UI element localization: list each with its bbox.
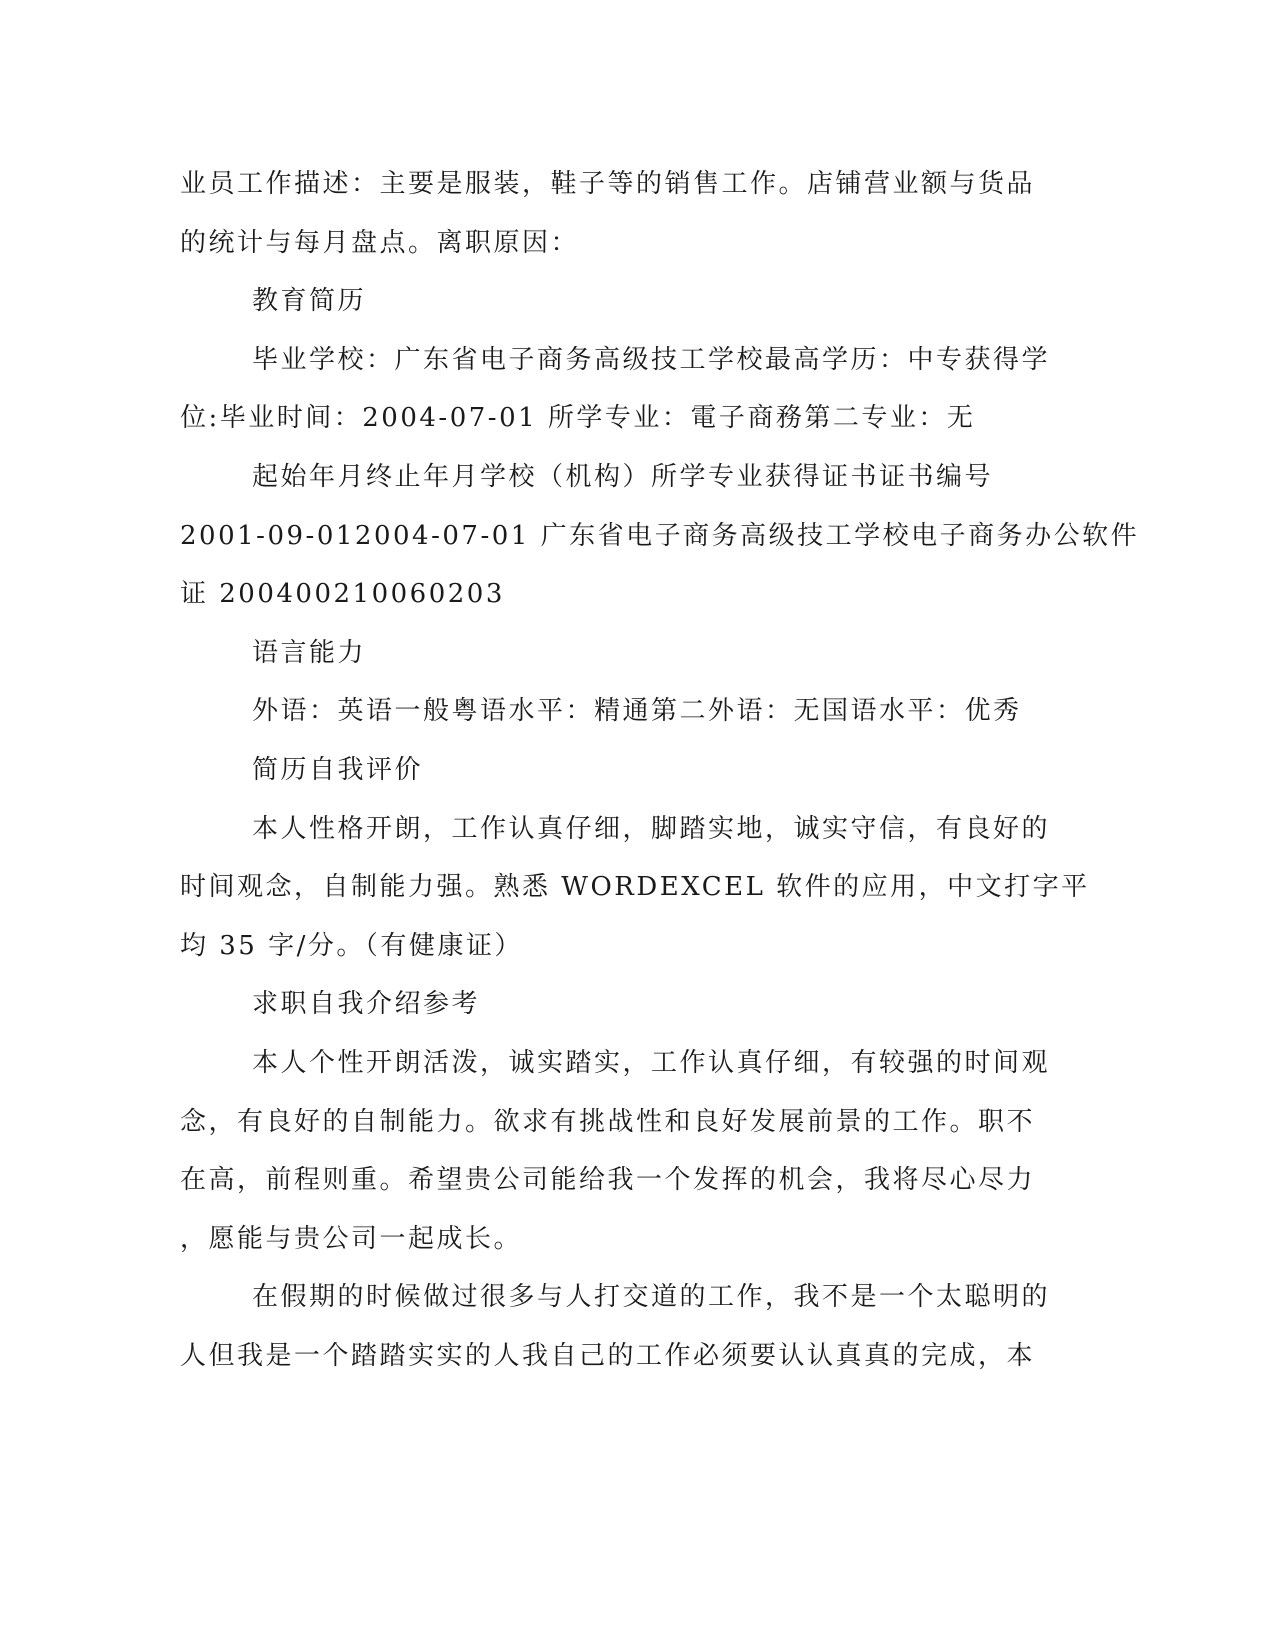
- text-line: 均 35 字/分。（有健康证）: [180, 930, 523, 961]
- text-line: 时间观念，自制能力强。熟悉 WORDEXCEL 软件的应用，中文打字平: [180, 872, 1090, 903]
- text-line: 外语：英语一般粤语水平：精通第二外语：无国语水平：优秀: [252, 696, 1022, 727]
- text-line: ，愿能与贵公司一起成长。: [180, 1223, 523, 1254]
- text-line: 毕业学校：广东省电子商务高级技工学校最高学历：中专获得学: [252, 344, 1051, 375]
- section-heading-language: 语言能力: [252, 637, 367, 668]
- section-heading-self-introduction: 求职自我介绍参考: [252, 989, 481, 1020]
- text-line: 起始年月终止年月学校（机构）所学专业获得证书证书编号: [252, 461, 994, 492]
- text-line: 在假期的时候做过很多与人打交道的工作，我不是一个太聪明的: [252, 1282, 1051, 1313]
- text-line: 本人性格开朗，工作认真仔细，脚踏实地，诚实守信，有良好的: [252, 813, 1051, 844]
- text-line: 的统计与每月盘点。离职原因：: [180, 227, 580, 258]
- text-line: 念，有良好的自制能力。欲求有挑战性和良好发展前景的工作。职不: [180, 1106, 1036, 1137]
- text-line: 2001-09-012004-07-01 广东省电子商务高级技工学校电子商务办公软件: [180, 520, 1140, 551]
- text-line: 证 200400210060203: [180, 579, 505, 610]
- section-heading-self-evaluation: 简历自我评价: [252, 754, 424, 785]
- text-line: 位:毕业时间：2004-07-01 所学专业：電子商務第二专业：无: [180, 403, 976, 434]
- text-line: 本人个性开朗活泼，诚实踏实，工作认真仔细，有较强的时间观: [252, 1047, 1051, 1078]
- text-line: 在高，前程则重。希望贵公司能给我一个发挥的机会，我将尽心尽力: [180, 1165, 1036, 1196]
- text-line: 人但我是一个踏踏实实的人我自己的工作必须要认认真真的完成，本: [180, 1340, 1036, 1371]
- text-line: 业员工作描述：主要是服装，鞋子等的销售工作。店铺营业额与货品: [180, 169, 1036, 199]
- section-heading-education: 教育简历: [252, 286, 367, 317]
- body-text: [180, 155, 1140, 1385]
